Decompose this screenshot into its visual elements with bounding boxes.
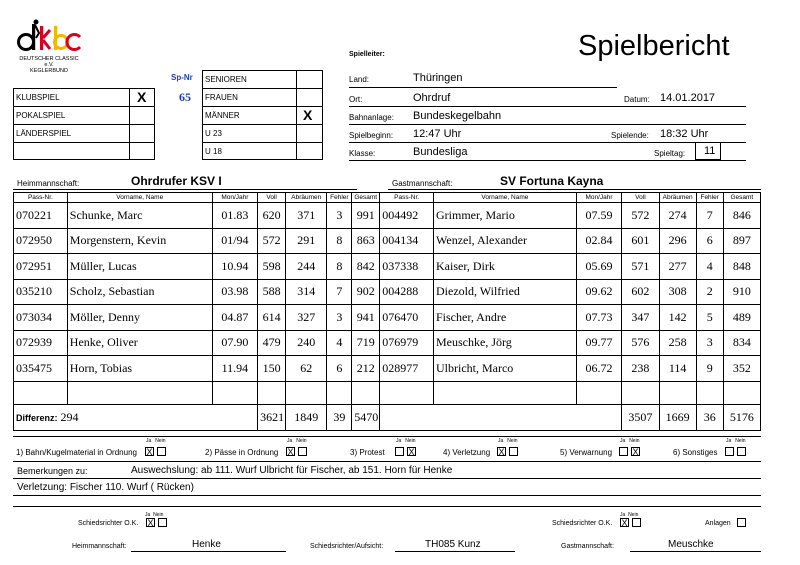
differenz-value: 294	[60, 409, 79, 424]
bahnanlage-label: Bahnanlage:	[349, 113, 394, 122]
home-cell-ges: 212	[352, 356, 380, 382]
home-cell-voll: 614	[258, 305, 286, 331]
col-header-mon: Mon/Jahr	[576, 193, 622, 203]
home-cell-ges: 719	[352, 330, 380, 356]
col-header-name: Vorname, Name	[434, 193, 577, 203]
guest-cell-mon: 07.59	[576, 203, 622, 229]
table-header-row	[14, 193, 761, 203]
home-cell-pass: 035475	[14, 356, 68, 382]
check-label-6: 6) Sonstiges	[673, 448, 718, 457]
guest-cell-ges: 910	[723, 279, 760, 305]
check-2-ja-checkbox[interactable]: X	[287, 447, 294, 457]
guest-cell-mon: 09.77	[576, 330, 622, 356]
home-cell-abr: 327	[286, 305, 327, 331]
guest-cell-voll: 602	[622, 279, 659, 305]
table-row	[14, 228, 761, 254]
home-cell-name: Horn, Tobias	[67, 356, 212, 382]
guest-cell-pass: 076979	[380, 330, 434, 356]
nein-label: Nein	[629, 438, 640, 444]
sr-sign-value: TH085 Kunz	[425, 539, 481, 550]
org-sub: KEGLERBUND	[30, 68, 68, 74]
guest-cell-name: Grimmer, Mario	[434, 203, 577, 229]
gast-sign-value: Meuschke	[668, 539, 714, 550]
home-cell-voll: 150	[258, 356, 286, 382]
home-cell-fehler: 8	[327, 228, 352, 254]
ref-right-nein-checkbox[interactable]	[632, 518, 641, 527]
spnr-label: Sp-Nr	[171, 73, 193, 82]
home-cell-name: Morgenstern, Kevin	[67, 228, 212, 254]
spieltag-value: 11	[704, 145, 716, 157]
col-header-pass: Pass-Nr.	[380, 193, 434, 203]
nein-label: Nein	[507, 438, 518, 444]
guest-cell-pass: 037338	[380, 254, 434, 280]
remarks-line2: Verletzung: Fischer 110. Wurf ( Rücken)	[17, 482, 194, 493]
guest-cell-pass: 004134	[380, 228, 434, 254]
home-cell-mon: 07.90	[212, 330, 258, 356]
guest-cell-fehler: 7	[696, 203, 723, 229]
datum-label: Datum:	[624, 95, 650, 104]
guest-cell-name: Fischer, Andre	[434, 305, 577, 331]
home-cell-pass: 073034	[14, 305, 68, 331]
guest-cell-voll: 347	[622, 305, 659, 331]
category-label-senioren: SENIOREN	[205, 75, 247, 84]
col-header-voll: Voll	[258, 193, 286, 203]
guest-cell-name: Wenzel, Alexander	[434, 228, 577, 254]
nein-label: Nein	[628, 512, 639, 518]
home-cell-voll: 620	[258, 203, 286, 229]
home-cell-ges: 842	[352, 254, 380, 280]
home-cell-abr: 371	[286, 203, 327, 229]
check-ja-nein-header	[726, 438, 746, 444]
category-label-frauen: FRAUEN	[205, 93, 238, 102]
home-cell-fehler: 6	[327, 356, 352, 382]
guest-cell-fehler: 6	[696, 228, 723, 254]
home-cell-mon: 01/94	[212, 228, 258, 254]
guest-team-name: SV Fortuna Kayna	[500, 174, 604, 188]
guest-cell-pass: 028977	[380, 356, 434, 382]
home-cell-abr: 291	[286, 228, 327, 254]
table-row	[14, 356, 761, 382]
home-cell-fehler: 8	[327, 254, 352, 280]
home-cell-pass: 072939	[14, 330, 68, 356]
home-cell-fehler: 3	[327, 203, 352, 229]
guest-cell-mon: 06.72	[576, 356, 622, 382]
anlagen-label: Anlagen	[705, 520, 731, 527]
guest-cell-abr: 258	[659, 330, 696, 356]
guest-cell-name: Ulbricht, Marco	[434, 356, 577, 382]
anlagen-checkbox[interactable]	[737, 518, 746, 527]
home-cell-fehler: 7	[327, 279, 352, 305]
guest-cell-abr: 277	[659, 254, 696, 280]
check-1-ja-checkbox[interactable]: X	[146, 447, 153, 457]
home-cell-ges: 941	[352, 305, 380, 331]
guest-cell-ges: 352	[723, 356, 760, 382]
home-cell-mon: 01.83	[212, 203, 258, 229]
maenner-mark: X	[303, 107, 313, 123]
check-ja-nein-header	[287, 438, 307, 444]
home-cell-pass: 072951	[14, 254, 68, 280]
home-cell-voll: 598	[258, 254, 286, 280]
home-cell-pass: 035210	[14, 279, 68, 305]
home-total-abraeumen: 1849	[286, 404, 327, 430]
col-header-name: Vorname, Name	[67, 193, 212, 203]
nein-label: Nein	[735, 438, 746, 444]
ja-label: Ja	[396, 438, 402, 444]
ja-label: Ja	[287, 438, 293, 444]
col-header-abraeumen: Abräumen	[286, 193, 327, 203]
spacer-row	[14, 381, 761, 404]
check-5-nein-checkbox[interactable]: X	[632, 447, 639, 457]
home-cell-abr: 244	[286, 254, 327, 280]
guest-cell-abr: 114	[659, 356, 696, 382]
check-ja-nein-header	[620, 438, 640, 444]
home-cell-mon: 04.87	[212, 305, 258, 331]
guest-cell-fehler: 3	[696, 330, 723, 356]
home-cell-mon: 10.94	[212, 254, 258, 280]
klubspiel-mark: X	[137, 89, 147, 105]
guest-cell-voll: 576	[622, 330, 659, 356]
home-cell-ges: 991	[352, 203, 380, 229]
category-label-u23: U 23	[205, 129, 222, 138]
check-label-2: 2) Pässe in Ordnung	[205, 448, 279, 457]
check-6-nein-checkbox[interactable]	[737, 447, 746, 456]
home-total-voll: 3621	[258, 404, 286, 430]
guest-cell-pass: 004492	[380, 203, 434, 229]
guest-cell-name: Diezold, Wilfried	[434, 279, 577, 305]
guest-cell-fehler: 9	[696, 356, 723, 382]
ref-left-label: Schiedsrichter O.K.	[78, 520, 139, 527]
col-header-voll: Voll	[622, 193, 659, 203]
gast-sign-label: Gastmannschaft:	[561, 543, 614, 550]
guest-cell-fehler: 5	[696, 305, 723, 331]
category-label-laenderspiel: LÄNDERSPIEL	[16, 129, 72, 138]
check-4-nein-checkbox[interactable]	[509, 447, 518, 456]
guest-total-gesamt: 5176	[723, 404, 760, 430]
ja-label: Ja	[620, 438, 626, 444]
home-cell-mon: 11.94	[212, 356, 258, 382]
nein-label: Nein	[153, 512, 164, 518]
category-label-u18: U 18	[205, 147, 222, 156]
home-cell-abr: 240	[286, 330, 327, 356]
klasse-value: Bundesliga	[413, 146, 468, 158]
guest-cell-ges: 848	[723, 254, 760, 280]
guest-cell-ges: 897	[723, 228, 760, 254]
spielende-value: 18:32 Uhr	[660, 128, 709, 140]
home-cell-fehler: 4	[327, 330, 352, 356]
guest-cell-name: Kaiser, Dirk	[434, 254, 577, 280]
home-cell-name: Henke, Oliver	[67, 330, 212, 356]
check-4-ja-checkbox[interactable]: X	[498, 447, 505, 457]
col-header-fehler: Fehler	[696, 193, 723, 203]
page-title: Spielbericht	[578, 30, 730, 62]
ref-left-nein-checkbox[interactable]	[158, 518, 167, 527]
check-label-3: 3) Protest	[350, 448, 385, 457]
col-header-pass: Pass-Nr.	[14, 193, 68, 203]
col-header-abraeumen: Abräumen	[659, 193, 696, 203]
check-ja-nein-header	[146, 438, 166, 444]
ja-label: Ja	[498, 438, 504, 444]
check-ja-nein-header	[498, 438, 518, 444]
heim-sign-label: Heimmannschaft:	[72, 543, 127, 550]
table-row	[14, 330, 761, 356]
category-label-maenner: MÄNNER	[205, 111, 240, 120]
table-row	[14, 254, 761, 280]
home-cell-ges: 902	[352, 279, 380, 305]
guest-cell-mon: 05.69	[576, 254, 622, 280]
guest-cell-ges: 834	[723, 330, 760, 356]
guest-cell-voll: 571	[622, 254, 659, 280]
spielende-label: Spielende:	[611, 131, 649, 140]
guest-total-voll: 3507	[622, 404, 659, 430]
check-label-5: 5) Verwarnung	[560, 448, 613, 457]
check-6-ja-checkbox[interactable]	[725, 447, 734, 456]
col-header-mon: Mon/Jahr	[212, 193, 258, 203]
ort-label: Ort:	[349, 95, 363, 104]
home-team-name: Ohrdrufer KSV I	[131, 174, 222, 188]
guest-cell-mon: 07.73	[576, 305, 622, 331]
sr-sign-label: Schiedsrichter/Aufsicht:	[310, 543, 384, 550]
home-cell-pass: 070221	[14, 203, 68, 229]
ref-left-ja-checkbox[interactable]: X	[147, 518, 154, 528]
remarks-line1: Auswechslung: ab 111. Wurf Ulbricht für Fischer, ab 151. Horn für Henke	[131, 465, 453, 476]
kegler-logo-icon	[14, 18, 84, 56]
table-row	[14, 279, 761, 305]
nein-label: Nein	[296, 438, 307, 444]
ja-label: Ja	[146, 438, 152, 444]
ja-label: Ja	[145, 512, 151, 518]
col-header-gesamt: Gesamt	[352, 193, 380, 203]
check-2-nein-checkbox[interactable]	[298, 447, 307, 456]
bahnanlage-value: Bundeskegelbahn	[413, 110, 502, 122]
guest-cell-mon: 02.84	[576, 228, 622, 254]
home-cell-voll: 588	[258, 279, 286, 305]
guest-cell-voll: 238	[622, 356, 659, 382]
org-name: DEUTSCHER CLASSIC e.V.	[19, 56, 79, 68]
home-cell-name: Müller, Lucas	[67, 254, 212, 280]
col-header-fehler: Fehler	[327, 193, 352, 203]
home-cell-name: Schunke, Marc	[67, 203, 212, 229]
dckb-logo	[14, 18, 84, 74]
col-header-gesamt: Gesamt	[723, 193, 760, 203]
home-cell-voll: 479	[258, 330, 286, 356]
guest-team-label: Gastmannschaft:	[392, 179, 453, 188]
datum-value: 14.01.2017	[660, 92, 716, 104]
player-table	[13, 192, 761, 431]
land-value: Thüringen	[413, 72, 463, 84]
klasse-label: Klasse:	[349, 149, 376, 158]
home-total-gesamt: 5470	[352, 404, 380, 430]
ref-right-label: Schiedsrichter O.K.	[552, 520, 613, 527]
nein-label: Nein	[155, 438, 166, 444]
differenz-label: Differenz:	[16, 412, 58, 423]
guest-total-abraeumen: 1669	[659, 404, 696, 430]
guest-cell-name: Meuschke, Jörg	[434, 330, 577, 356]
check-1-nein-checkbox[interactable]	[157, 447, 166, 456]
table-row	[14, 203, 761, 229]
check-3-ja-checkbox[interactable]	[395, 447, 404, 456]
guest-cell-ges: 846	[723, 203, 760, 229]
home-cell-pass: 072950	[14, 228, 68, 254]
ja-label: Ja	[620, 512, 626, 518]
nein-label: Nein	[405, 438, 416, 444]
category-label-pokalspiel: POKALSPIEL	[16, 111, 66, 120]
guest-cell-fehler: 2	[696, 279, 723, 305]
totals-row	[14, 404, 761, 430]
check-5-ja-checkbox[interactable]	[619, 447, 628, 456]
guest-cell-pass: 076470	[380, 305, 434, 331]
heim-sign-value: Henke	[192, 539, 221, 550]
guest-cell-voll: 601	[622, 228, 659, 254]
spielbeginn-value: 12:47 Uhr	[413, 128, 462, 140]
home-cell-abr: 62	[286, 356, 327, 382]
check-label-4: 4) Verletzung	[443, 448, 491, 457]
ref-right-ja-checkbox[interactable]: X	[621, 518, 628, 528]
category-label-klubspiel: KLUBSPIEL	[16, 93, 60, 102]
home-cell-fehler: 3	[327, 305, 352, 331]
land-label: Land:	[349, 75, 370, 84]
home-team-label: Heimmannschaft:	[17, 179, 80, 188]
home-cell-name: Scholz, Sebastian	[67, 279, 212, 305]
home-cell-ges: 863	[352, 228, 380, 254]
check-label-1: 1) Bahn/Kugelmaterial in Ordnung	[16, 448, 137, 457]
home-cell-abr: 314	[286, 279, 327, 305]
ort-value: Ohrdruf	[413, 92, 451, 104]
guest-cell-abr: 142	[659, 305, 696, 331]
guest-total-fehler: 36	[696, 404, 723, 430]
guest-cell-abr: 274	[659, 203, 696, 229]
guest-cell-abr: 308	[659, 279, 696, 305]
guest-cell-mon: 09.62	[576, 279, 622, 305]
home-cell-mon: 03.98	[212, 279, 258, 305]
guest-cell-voll: 572	[622, 203, 659, 229]
guest-cell-ges: 489	[723, 305, 760, 331]
guest-cell-fehler: 4	[696, 254, 723, 280]
spielbeginn-label: Spielbeginn:	[349, 131, 394, 140]
home-cell-voll: 572	[258, 228, 286, 254]
spielleiter-label: Spielleiter:	[349, 51, 385, 58]
spieltag-label: Spieltag:	[654, 149, 686, 158]
check-ja-nein-header	[396, 438, 416, 444]
home-total-fehler: 39	[327, 404, 352, 430]
home-cell-name: Möller, Denny	[67, 305, 212, 331]
remarks-label: Bemerkungen zu:	[17, 466, 88, 476]
table-row	[14, 305, 761, 331]
guest-cell-pass: 004288	[380, 279, 434, 305]
check-3-nein-checkbox[interactable]: X	[408, 447, 415, 457]
ja-label: Ja	[726, 438, 732, 444]
guest-cell-abr: 296	[659, 228, 696, 254]
spnr-value: 65	[179, 90, 191, 104]
